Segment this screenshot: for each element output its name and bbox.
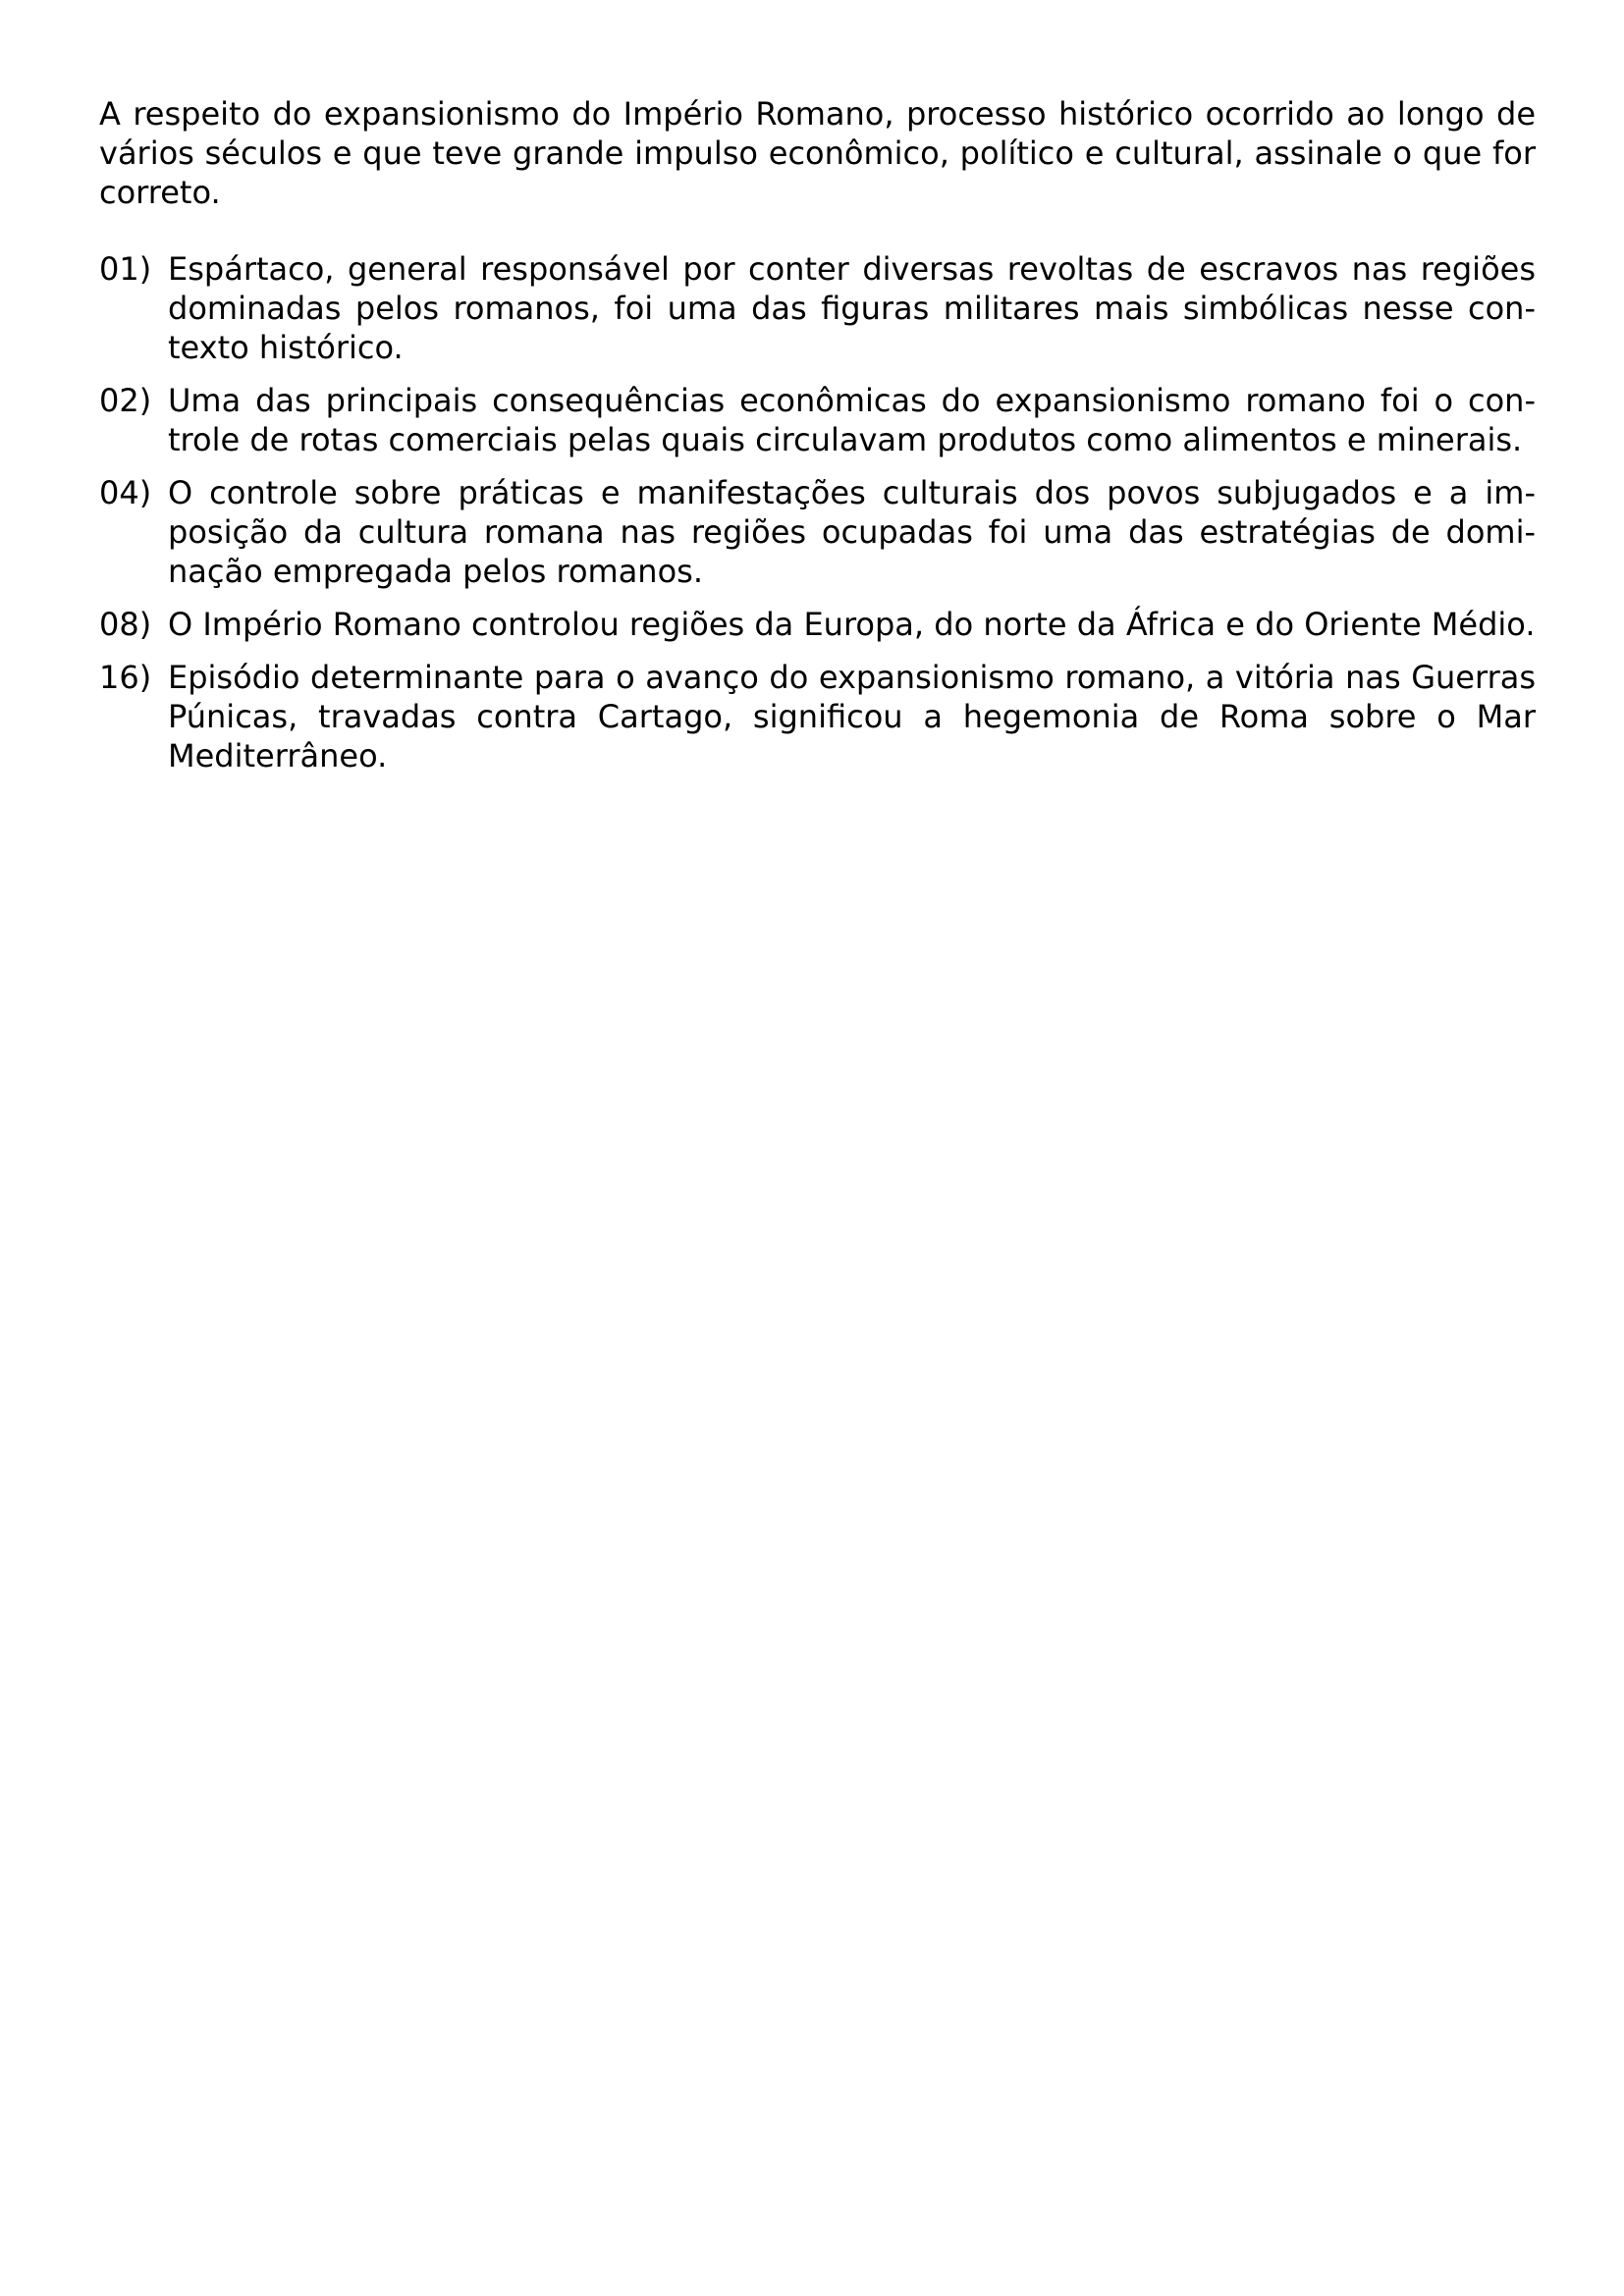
option-text: Episódio determinante para o avanço do expansionismo romano, a vitória nas Guerras Púnicas, travadas contra Cartago, significou a hegemonia de Roma sobre o Mar Mediterrâneo. <box>168 659 1536 774</box>
option-16 <box>99 658 1536 775</box>
option-number: 01) <box>99 250 152 288</box>
option-text: Uma das principais consequências econômicas do expansionismo romano foi o controle de rotas comerciais pelas quais circulavam produtos como alimentos e minerais. <box>168 382 1536 458</box>
option-08 <box>99 605 1536 644</box>
option-text: O controle sobre práticas e manifestações culturais dos povos subjugados e a imposição da cultura romana nas regiões ocupadas foi uma das estratégias de dominação empregada pelos romanos. <box>168 474 1536 590</box>
option-number: 04) <box>99 474 152 511</box>
option-text: O Império Romano controlou regiões da Europa, do norte da África e do Oriente Médio. <box>168 606 1536 643</box>
option-02 <box>99 381 1536 459</box>
option-number: 16) <box>99 659 152 696</box>
option-number: 02) <box>99 382 152 419</box>
option-number: 08) <box>99 606 152 643</box>
answer-options <box>99 249 1536 775</box>
question-stem: A respeito do expansionismo do Império Romano, processo histórico ocorrido ao longo de vários séculos e que teve grande impulso econômico, político e cultural, assinale o que for correto. <box>99 95 1536 211</box>
question-page <box>99 94 1536 789</box>
option-04 <box>99 473 1536 591</box>
option-01 <box>99 249 1536 367</box>
option-text: Espártaco, general responsável por conter diversas revoltas de escravos nas regiões dominadas pelos romanos, foi uma das figuras militares mais simbólicas nesse contexto histórico. <box>168 250 1536 366</box>
